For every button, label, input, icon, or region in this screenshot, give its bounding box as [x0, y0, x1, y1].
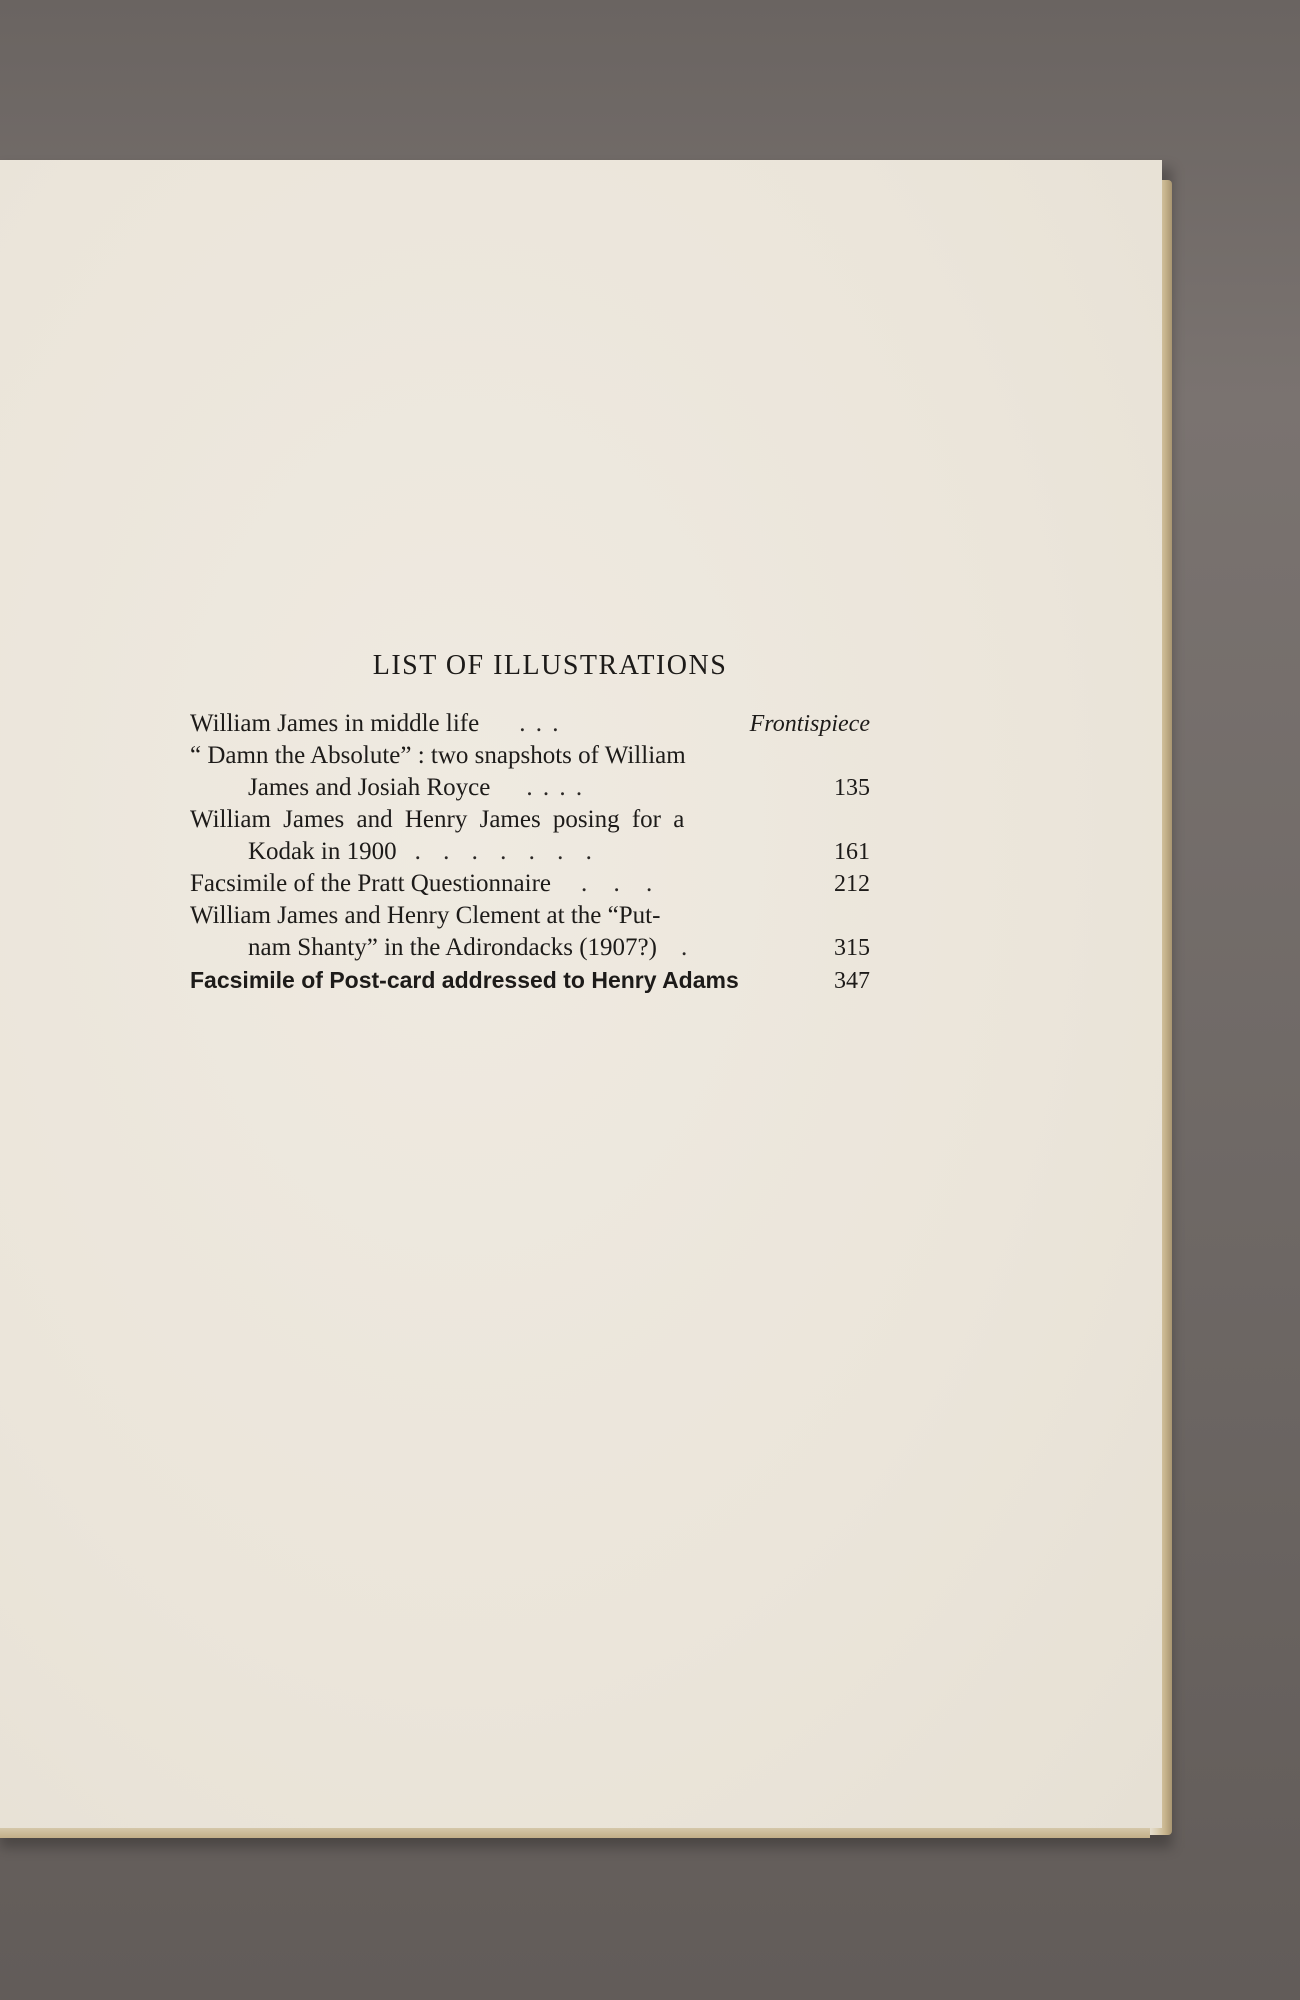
entry-text: Facsimile of the Pratt Questionnaire	[190, 870, 552, 897]
list-entry	[190, 804, 870, 868]
entry-line	[190, 772, 870, 804]
page-number: Frontispiece	[749, 711, 870, 737]
entry-line	[190, 868, 870, 900]
entry-line	[190, 836, 870, 868]
entry-text: “ Damn the Absolute” : two snapshots of William	[190, 742, 686, 769]
entry-text: James and Josiah Royce	[248, 774, 491, 801]
entry-text: Facsimile of Post-card addressed to Henry Adams	[190, 967, 739, 993]
list-entry	[190, 964, 870, 997]
entry-line	[190, 708, 870, 740]
leader-dots: . . .	[519, 710, 561, 737]
page-number: 135	[834, 775, 870, 801]
entry-text: William James and Henry Clement at the “Put-	[190, 902, 661, 929]
page-number: 315	[834, 935, 870, 961]
leader-dots: . . . .	[526, 774, 585, 801]
page-title: LIST OF ILLUSTRATIONS	[372, 650, 728, 681]
entry-text: nam Shanty” in the Adirondacks (1907?)	[248, 934, 657, 961]
list-entry	[190, 900, 870, 964]
leader-dots: . . . . . . .	[414, 838, 600, 865]
entry-line	[190, 932, 870, 964]
page-number: 347	[834, 968, 870, 994]
entry-line	[190, 900, 870, 932]
entry-line	[190, 804, 870, 836]
entry-line	[190, 740, 870, 772]
list-entry	[190, 740, 870, 804]
entry-text: Kodak in 1900	[248, 838, 397, 865]
entry-line	[190, 964, 870, 997]
illustrations-list	[190, 650, 870, 997]
entry-text: William James in middle life	[190, 710, 480, 737]
page-number: 161	[834, 839, 870, 865]
page-number: 212	[834, 871, 870, 897]
list-entry	[190, 708, 870, 740]
leader-dots: .	[680, 934, 690, 961]
list-entry	[190, 868, 870, 900]
entry-text: William James and Henry James posing for a	[190, 806, 685, 833]
leader-dots: . . .	[581, 870, 663, 897]
